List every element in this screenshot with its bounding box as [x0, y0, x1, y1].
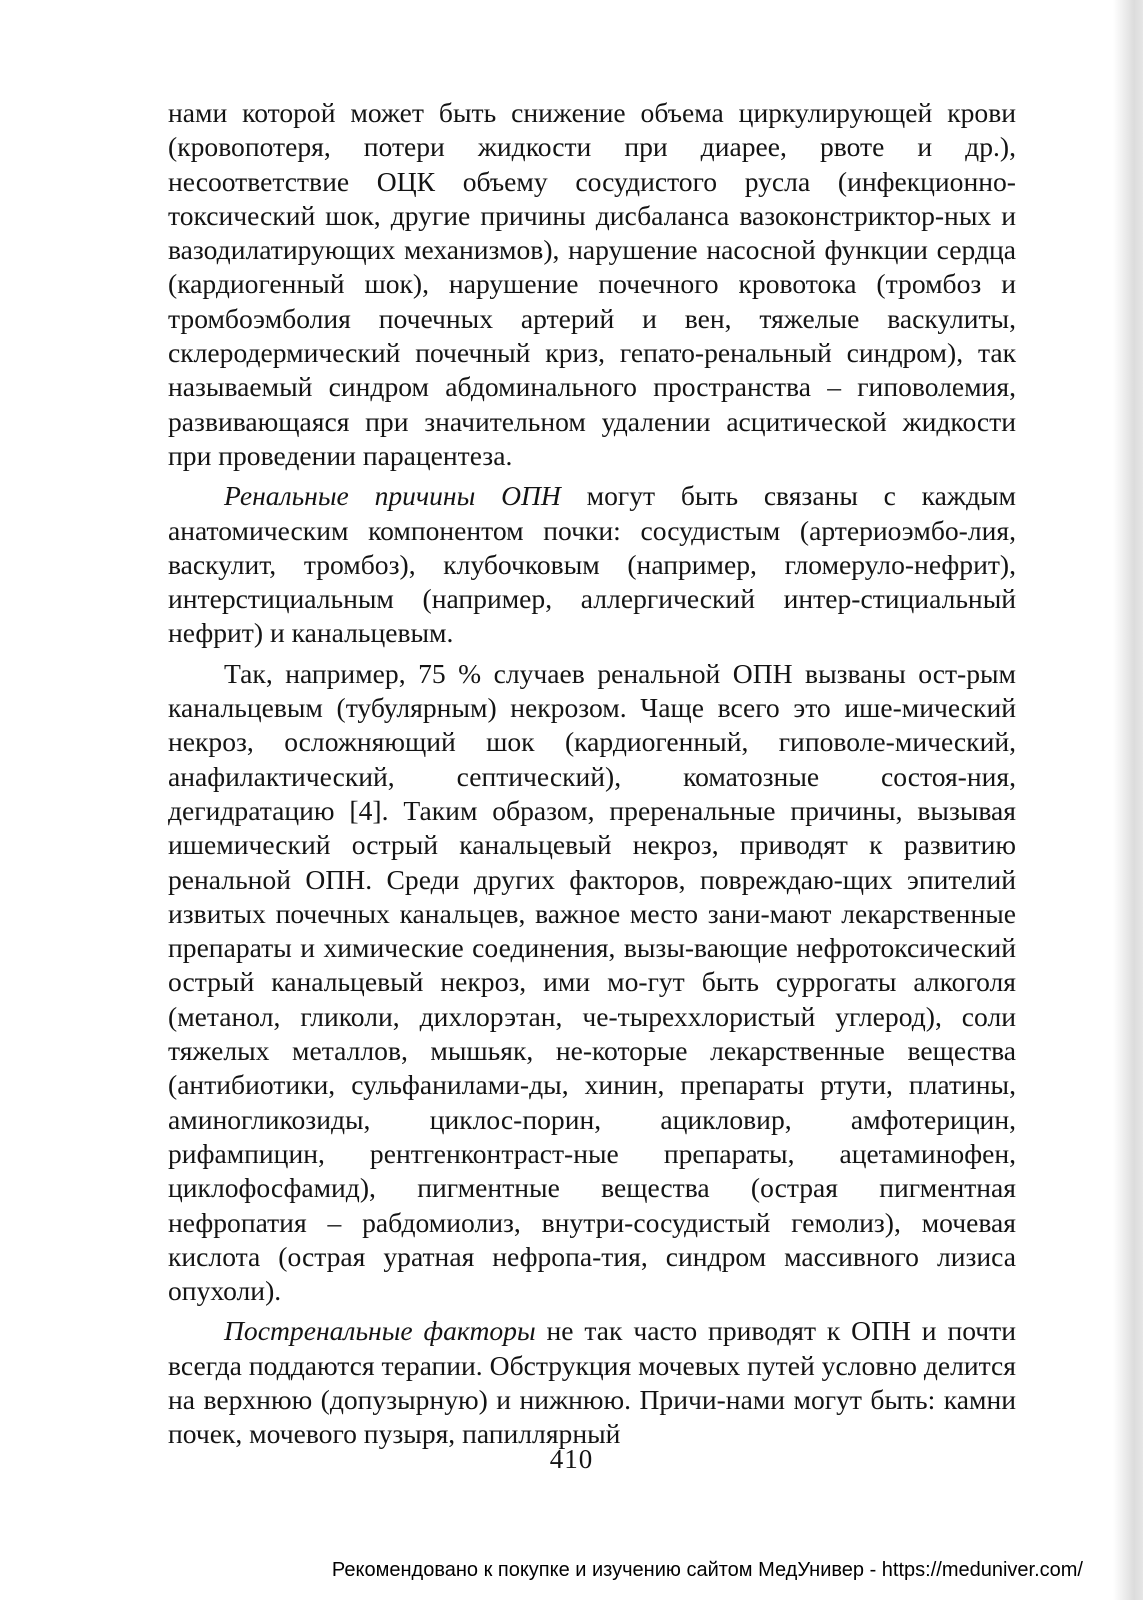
paragraph-text: могут быть связаны с каждым анатомическим компонентом почки: сосудистым (артериоэмбо-лия, васкулит, тромбоз), клубочковым (например, гломеруло-нефрит), интерстициальным (например, аллергический интер-стициальный нефрит) и канальцевым. [168, 480, 1016, 649]
page-number: 410 [549, 1444, 594, 1474]
paragraph-text: Так, например, 75 % случаев ренальной ОПН вызваны ост-рым канальцевым (тубулярным) некрозом. Чаще всего это ише-мический некроз, осложняющий шок (кардиогенный, гиповоле-мический, анафилактический, септический), коматозные состоя-ния, дегидратацию [4]. Таким образом, преренальные причины, вызывая ишемический острый канальцевый некроз, приводят к развитию ренальной ОПН. Среди других факторов, повреждаю-щих эпителий извитых почечных канальцев, важное место зани-мают лекарственные препараты и химические соединения, вызы-вающие нефротоксический острый канальцевый некроз, ими мо-гут быть суррогаты алкоголя (метанол, гликоли, дихлорэтан, че-тыреххлористый углерод), соли тяжелых металлов, мышьяк, не-которые лекарственные вещества (антибиотики, сульфанилами-ды, хинин, препараты ртути, платины, аминогликозиды, циклос-порин, ацикловир, амфотерицин, рифампицин, рентгенконтраст-ные препараты, ацетаминофен, циклофосфамид), пигментные вещества (острая пигментная нефропатия – рабдомиолиз, внутри-сосудистый гемолиз), мочевая кислота (острая уратная нефропа-тия, синдром массивного лизиса опухоли). [168, 657, 1016, 1307]
italic-lead: Постренальные факторы [224, 1315, 536, 1347]
paragraph-4 [168, 1314, 1016, 1451]
footer-promo-text: Рекомендовано к покупке и изучению сайтом МедУнивер - https://meduniver.com/ [331, 1559, 1083, 1581]
italic-lead: Ренальные причины ОПН [224, 480, 561, 512]
body-text [168, 96, 1016, 1452]
paragraph-3 [168, 657, 1016, 1309]
paragraph-1 [168, 96, 1016, 473]
page-edge-shadow [1113, 0, 1143, 1600]
paragraph-2 [168, 479, 1016, 650]
paragraph-text: нами которой может быть снижение объема циркулирующей крови (кровопотеря, потери жидкости при диарее, рвоте и др.), несоответствие ОЦК объему сосудистого русла (инфекционно-токсический шок, другие причины дисбаланса вазоконстриктор-ных и вазодилатирующих механизмов), нарушение насосной функции сердца (кардиогенный шок), нарушение почечного кровотока (тромбоз и тромбоэмболия почечных артерий и вен, тяжелые васкулиты, склеродермический почечный криз, гепато-ренальный синдром), так называемый синдром абдоминального пространства – гиповолемия, развивающаяся при значительном удалении асцитической жидкости при проведении парацентеза. [168, 97, 1016, 471]
paragraph-text: не так часто приводят к ОПН и почти всегда поддаются терапии. Обструкция мочевых путей условно делится на верхнюю (допузырную) и нижнюю. Причи-нами могут быть: камни почек, мочевого пузыря, папиллярный [168, 1315, 1016, 1450]
